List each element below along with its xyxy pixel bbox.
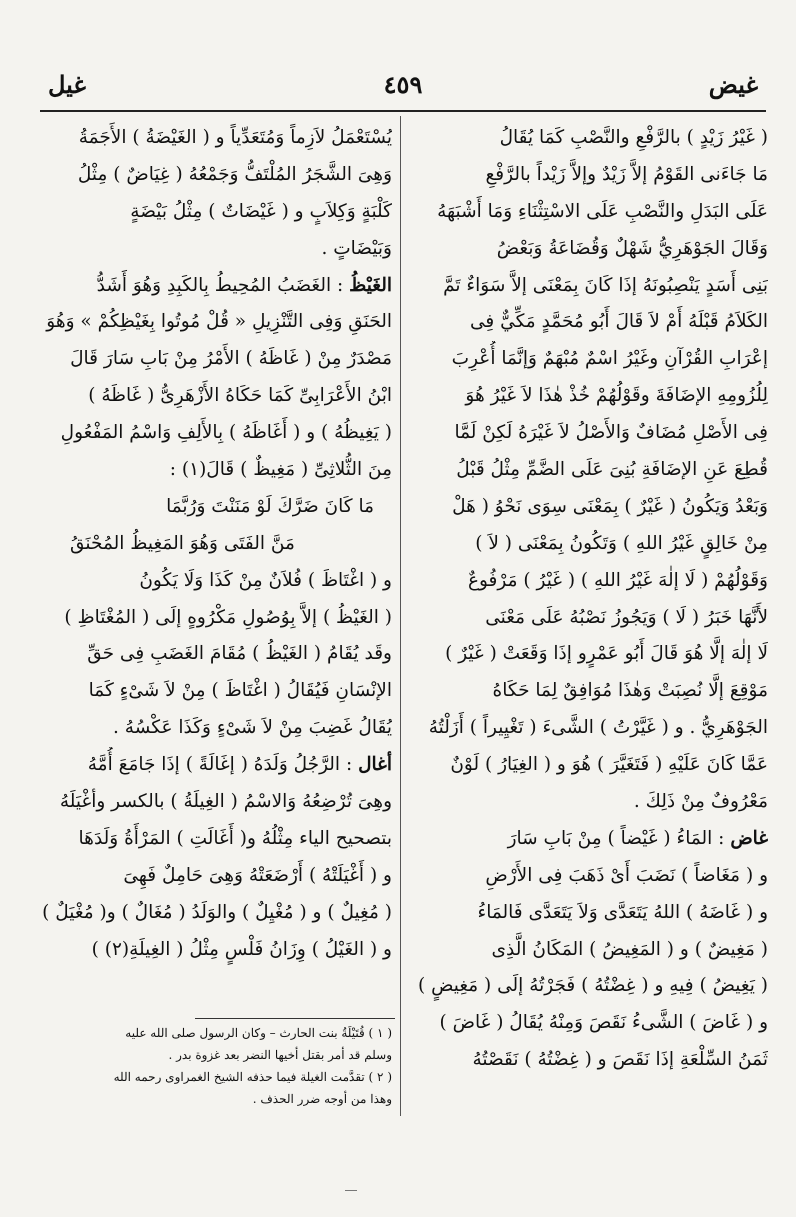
line-text: وَهِىَ الشَّجَرُ المُلْتَفُّ وَجَمْعُهُ ( غِيَاضٌ ) مِثْلُ <box>77 163 392 185</box>
left-text-column <box>40 120 392 968</box>
text-line <box>40 231 392 268</box>
line-text: ابْنُ الأَعْرَابِىِّ كَمَا حَكَاهُ الأَزْهَرِىُّ ( غَاظَهُ ) <box>88 385 392 407</box>
line-text: الجَوْهَرِيُّ . و ( غَيَّرْتُ ) الشَّىءَ ( تَغْيِيراً ) أَزَلْتُهُ <box>428 717 768 739</box>
text-line <box>40 415 392 452</box>
entry-line <box>40 747 392 784</box>
line-text: وَقَوْلُهُمْ ( لَا إلٰهَ غَيْرُ اللهِ ) ( غَيْرُ ) مَرْفُوعٌ <box>467 569 768 591</box>
text-line <box>408 636 768 673</box>
line-text: مَعْرُوفٌ مِنْ ذَلِكَ . <box>633 791 768 813</box>
text-line <box>408 1042 768 1079</box>
line-text: ( يَغِيضُ ) فِيهِ و ( غِضْتُهُ ) فَجَرْتُهُ إلَى ( مَغِيضٍ ) <box>417 975 768 997</box>
line-text: : الغَضَبُ المُحِيطُ بِالكَبِدِ وَهُوَ أَشَدُّ <box>96 274 344 296</box>
footnote-line: وسلم قد أمر بقتل أخيها النضر بعد غزوة بدر . <box>168 1048 392 1062</box>
line-text: : المَاءُ ( غَيْضاً ) مِنْ بَابِ سَارَ <box>507 827 725 849</box>
line-text: وقَد يُقَامُ ( الغَيْظُ ) مُقَامَ الغَضَبِ فِى حَقِّ <box>87 643 392 665</box>
line-text: لِلُزُومِهِ الإضَافَةَ وقَوْلُهُمْ خُذْ هٰذَا لاَ غَيْرُ هُوَ <box>465 385 768 407</box>
entry-line <box>408 821 768 858</box>
line-text: فِى الأَصْلِ مُضَافٌ وَالأَصْلُ لاَ غَيْرَهُ لَكِنْ لَمَّا <box>454 422 768 444</box>
line-text: و ( غَاضَهُ ) اللهُ يَتَعَدَّى وَلاَ يَتَعَدَّى فَالمَاءُ <box>477 901 768 923</box>
line-text: عَلَى البَدَلِ والنَّصْبِ عَلَى الاسْتِثْنَاءِ وَمَا أَشْبَهَهُ <box>437 200 768 222</box>
text-line <box>40 157 392 194</box>
text-line <box>40 636 392 673</box>
line-text: مَوْقِعَ إلَّا نُصِبَتْ وَهٰذَا مُوَافِقٌ لِمَا حَكَاهُ <box>492 680 768 702</box>
text-line <box>408 968 768 1005</box>
line-text: وَبَيْضَاتٍ . <box>321 237 392 259</box>
right-text-column <box>408 120 768 1079</box>
text-line <box>408 784 768 821</box>
line-text: يُسْتَعْمَلُ لاَزِماً وَمُتَعَدِّياً و ( الغَيْضَةُ ) الأَجَمَةُ <box>78 127 392 148</box>
line-text: ( الغَيْظُ ) إلاَّ بِوُصُولِ مَكْرُوهٍ إلَى ( المُغْتَاظِ ) <box>64 606 392 628</box>
text-line <box>408 120 768 157</box>
text-line <box>40 194 392 231</box>
text-line <box>408 673 768 710</box>
line-text: و ( أَغْيَلَتْهُ ) أَرْضَعَتْهُ وَهِىَ حَامِلٌ فَهِىَ <box>123 864 392 886</box>
column-divider <box>400 116 401 1116</box>
text-line <box>40 673 392 710</box>
line-text: وَبَعْدُ وَيَكُونُ ( غَيْرٌ ) بِمَعْنَى سِوَى نَحْوُ ( هَلْ <box>452 495 768 517</box>
text-line <box>40 858 392 895</box>
text-line <box>40 120 392 157</box>
text-line <box>408 710 768 747</box>
line-text: ( غَيْرُ زَيْدٍ ) بالرَّفْعِ والنَّصْبِ كَمَا يُقَالُ <box>499 127 768 148</box>
text-line <box>408 563 768 600</box>
line-text: يُقَالُ غَضِبَ مِنْ لاَ شَىْءٍ وَكَذَا عَكْسُهُ . <box>113 717 392 739</box>
line-text: مَصْدَرٌ مِنْ ( غَاظَهُ ) الأَمْرُ مِنْ بَابِ سَارَ قَالَ <box>70 348 392 370</box>
line-text: الإنْسَانِ فَيُقَالُ ( اغْتَاظَ ) مِنْ لاَ شَىْءٍ كَمَا <box>88 680 392 702</box>
text-line <box>408 341 768 378</box>
text-line <box>408 231 768 268</box>
footnotes <box>40 1022 392 1110</box>
text-line <box>408 378 768 415</box>
line-text: لَا إلٰهَ إلَّا هُوَ قَالَ أَبُو عَمْرٍو إذَا وَقَعَتْ ( غَيْرٌ ) <box>445 643 768 665</box>
line-text: الحَنَقِ وَفِى التَّنْزِيلِ « قُلْ مُوتُوا بِغَيْظِكُمْ » وَهُوَ <box>46 311 392 333</box>
text-line <box>40 452 392 489</box>
line-text: و ( مَغَاضاً ) نَضَبَ أَىْ ذَهَبَ فِى الأَرْضِ <box>485 864 768 886</box>
footnote-rule <box>195 1018 395 1019</box>
bottom-mark <box>345 1190 357 1191</box>
entry-headword: غاض <box>730 827 768 849</box>
line-text: ثَمَنُ السِّلْعَةِ إذَا نَقَصَ و ( غِضْتُهُ ) نَقَصْتُهُ <box>472 1049 768 1071</box>
text-line <box>40 932 392 969</box>
line-text: وهِىَ تُرْضِعُهُ وَالاسْمُ ( الغِيلَةُ ) بالكسر وأغْيَلَهُ <box>59 791 392 813</box>
text-line <box>408 858 768 895</box>
footnote-line: ( ٢ ) تقدَّمت الغيلة فيما حذفه الشيخ الغمراوى رحمه الله <box>113 1070 392 1084</box>
line-text: إعْرَابِ القُرْآنِ وغَيْرُ اسْمٌ مُبْهَمٌ وَإنَّمَا أُعْرِبَ <box>451 348 768 370</box>
text-line <box>40 895 392 932</box>
left-running-headword: غيل <box>48 70 86 99</box>
text-line <box>408 268 768 305</box>
text-line <box>40 563 392 600</box>
line-text: لأَنَّهَا خَبَرُ ( لَا ) وَيَجُوزُ نَصْبُهُ عَلَى مَعْنَى <box>485 606 768 628</box>
line-text: كَلْبَةٍ وَكِلاَبٍ و ( غَيْضَاتٌ ) مِثْلُ بَيْضَةٍ <box>130 200 392 222</box>
line-text: و ( غَاضَ ) الشَّىءُ نَقَصَ وَمِنْهُ يُقَالُ ( غَاضَ ) <box>439 1012 768 1034</box>
entry-line <box>40 268 392 305</box>
line-text: الكَلاَمُ قَبْلَهُ أَمْ لاَ قَالَ أَبُو مُحَمَّدٍ مَكِّيٌّ فِى <box>470 311 768 333</box>
page-number: ٤٥٩ <box>383 70 423 99</box>
text-line <box>408 157 768 194</box>
text-line <box>40 784 392 821</box>
text-line <box>40 821 392 858</box>
text-line <box>408 304 768 341</box>
text-line <box>408 895 768 932</box>
header-rule <box>40 110 766 112</box>
text-line <box>408 932 768 969</box>
footnote-line: ( ١ ) قُتَيْلَةُ بنت الحارث – وكان الرسول صلى الله عليه <box>125 1026 392 1040</box>
line-text: مَا كَانَ ضَرَّكَ لَوْ مَنَنْتَ وَرُبَّمَا <box>166 495 374 517</box>
line-text: ( مُغِيلٌ ) و ( مُغْيِلٌ ) والوَلَدُ ( مُغَالٌ ) و( مُغْيَلٌ ) <box>42 901 392 923</box>
page-header <box>40 70 766 106</box>
line-text: و ( اغْتَاظَ ) فُلاَنٌ مِنْ كَذَا وَلَا يَكُونُ <box>139 569 392 591</box>
entry-headword: أغال <box>358 754 392 776</box>
line-text: مِنَ الثُّلاثِىِّ ( مَغِيظٌ ) قَالَ(١) : <box>169 459 392 481</box>
line-text: مَنَّ الفَتَى وَهُوَ المَغِيظُ المُحْنَقُ <box>70 532 295 554</box>
text-line <box>408 526 768 563</box>
line-text: بَنِى أَسَدٍ يَنْصِبُونَهُ إذَا كَانَ بِمَعْنَى إلاَّ سَوَاءٌ تَمَّ <box>443 274 768 296</box>
line-text: : الرَّجُلُ وَلَدَهُ ( إغَالَةً ) إذَا جَامَعَ أُمَّهُ <box>87 754 353 776</box>
right-running-headword: غيض <box>708 70 758 99</box>
text-line <box>408 415 768 452</box>
line-text: مَا جَاءَنى القَوْمُ إلاَّ زَيْدٌ وإلاَّ زَيْداً بالرَّفْعِ <box>485 163 768 185</box>
text-line <box>40 710 392 747</box>
text-line <box>40 600 392 637</box>
line-text: بتصحيح الياء مِثْلُهُ و( أَغَالَتِ ) المَرْأَةُ وَلَدَهَا <box>78 827 392 849</box>
line-text: عَمَّا كَانَ عَلَيْهِ ( فَتَغَيَّرَ ) هُوَ و ( الغِيَارُ ) لَوْنٌ <box>450 754 768 776</box>
text-line <box>408 1005 768 1042</box>
line-text: قُطِعَ عَنِ الإضَافَةِ بُنِىَ عَلَى الضَّمِّ مِثْلُ قَبْلُ <box>456 459 768 481</box>
line-text: وَقَالَ الجَوْهَرِيُّ شَهْلٌ وَقُضَاعَةُ وَبَعْضُ <box>496 237 768 259</box>
line-text: ( يَغِيظُهُ ) و ( أَغَاظَهُ ) بِالأَلِفِ وَاسْمُ المَفْعُولِ <box>60 422 392 444</box>
text-line <box>408 452 768 489</box>
line-text: و ( الغَيْلُ ) وِزَانُ فَلْسٍ مِثْلُ ( الغِيلَةِ(٢) ) <box>91 938 392 960</box>
text-line <box>408 747 768 784</box>
footnote-line: وهذا من أوجه ضرر الحذف . <box>252 1092 392 1106</box>
text-line <box>40 304 392 341</box>
text-line <box>40 378 392 415</box>
text-line <box>408 600 768 637</box>
entry-headword: الغَيْظُ <box>349 274 392 296</box>
text-line <box>408 489 768 526</box>
verse-line <box>40 489 392 526</box>
line-text: مِنْ خَالِقٍ غَيْرُ اللهِ ) وَتَكُونُ بِمَعْنَى ( لاَ ) <box>475 532 768 554</box>
text-line <box>40 341 392 378</box>
text-line <box>408 194 768 231</box>
line-text: ( مَغِيضٌ ) و ( المَغِيضُ ) المَكَانُ الَّذِى <box>491 938 768 960</box>
verse-line <box>40 526 392 563</box>
